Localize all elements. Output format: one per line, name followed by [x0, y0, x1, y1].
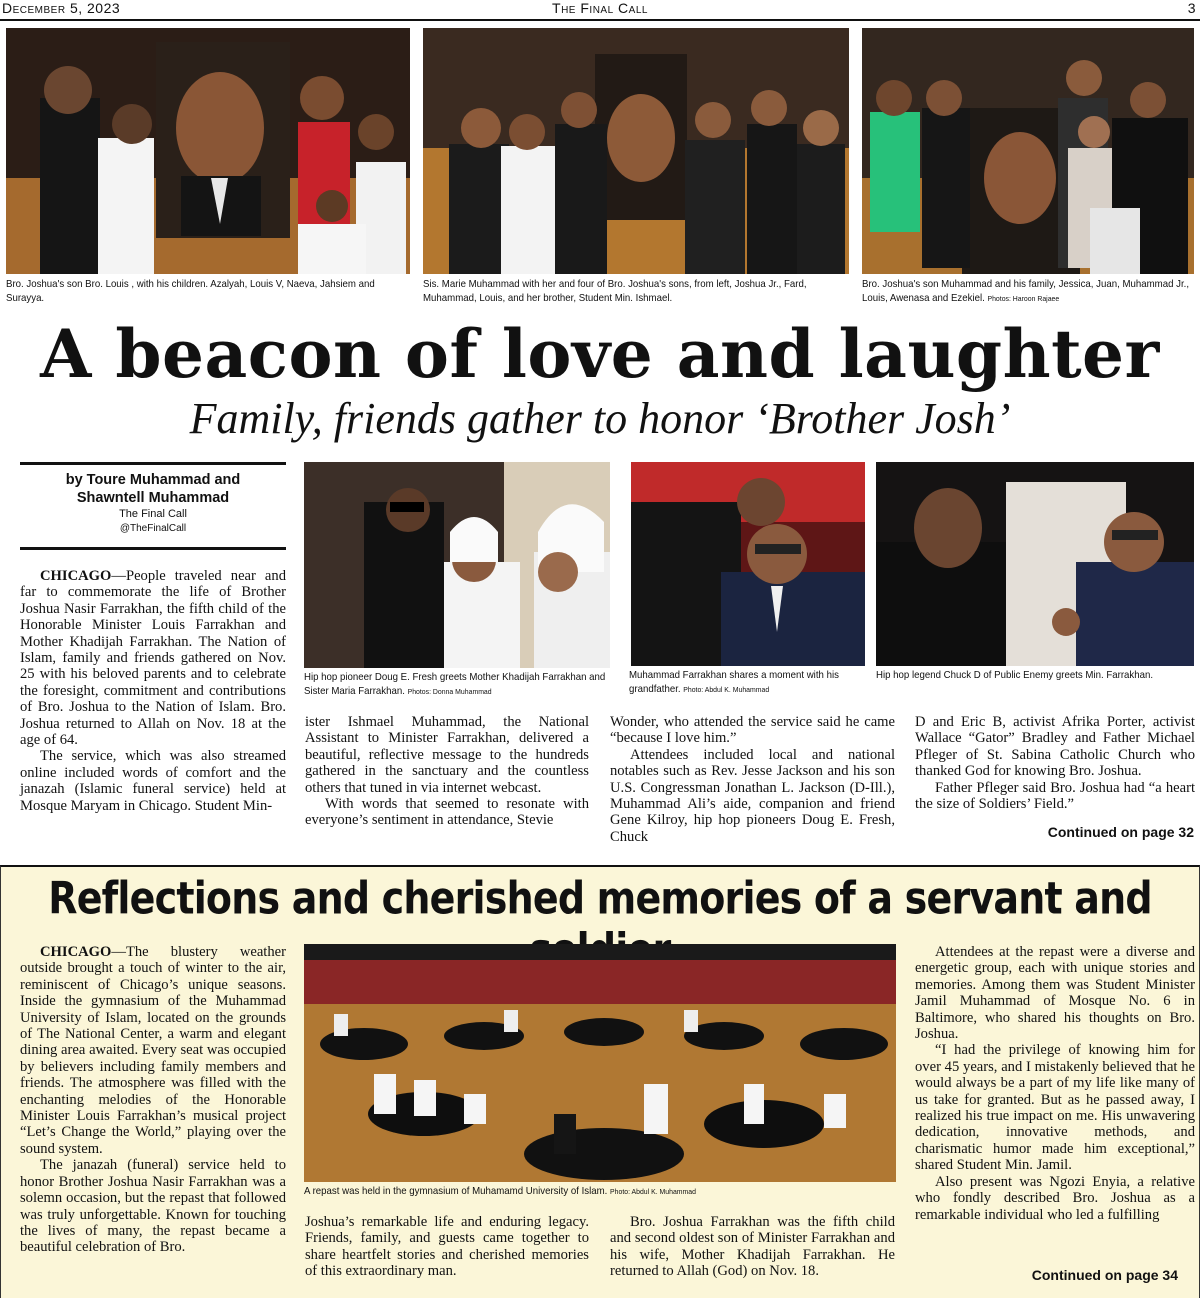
top-photo-3-caption: Bro. Joshua's son Muhammad and his family, Jessica, Juan, Muhammad Jr., Louis, Awenasa and Ezekiel. Photos: Haroon Rajaee [862, 278, 1190, 304]
article-paragraph: Father Pfleger said Bro. Joshua had “a heart the size of Soldiers’ Field.” [915, 779, 1195, 813]
article-headline: A beacon of love and laughter [40, 315, 1160, 393]
sidebar-paragraph: “I had the privilege of knowing him for over 45 years, and I mistakenly believed that he would always be a part of my life like many of us take for granted. But as he passed away, I realized his true impact on me. His unwavering dedication, innovative methods, and charismatic humor made him exceptional,” shared Student Min. Jamil. [915, 1042, 1195, 1174]
byline-rule-top [20, 462, 286, 465]
article-column-1 [20, 568, 286, 814]
page-header [0, 0, 1200, 18]
article-paragraph: D and Eric B, activist Afrika Porter, activist Wallace “Gator” Bradley and Father Michael Pfleger of St. Sabina Catholic Church who thanked God for knowing Bro. Joshua. [915, 714, 1195, 780]
sidebar-paragraph: The janazah (funeral) service held to honor Brother Joshua Nasir Farrakhan was a solemn occasion, but the repast that followed was truly unforgettable. Known for touching the lives of many, the repast became a beautiful celebration of Bro. [20, 1157, 286, 1256]
article-paragraph: The service, which was also streamed online included words of comfort and the janazah (Islamic funeral service) held at Mosque Maryam in Chicago. Student Min- [20, 748, 286, 814]
top-photo-1-caption: Bro. Joshua's son Bro. Louis , with his children. Azalyah, Louis V, Naeva, Jahsiem and Surayya. [6, 278, 375, 304]
article-paragraph: Wonder, who attended the service said he came “because I love him.” [610, 714, 895, 747]
byline-org: The Final Call [119, 508, 187, 520]
article-photo-3 [876, 462, 1194, 666]
article-column-4 [915, 714, 1195, 812]
sidebar-column-2 [305, 1214, 589, 1280]
sidebar-column-3 [610, 1214, 895, 1280]
article-subheadline: Family, friends gather to honor ‘Brother Josh’ [189, 394, 1011, 443]
header-rule [0, 19, 1200, 21]
top-photo-3 [862, 28, 1194, 274]
article-paragraph: With words that seemed to resonate with everyone’s sentiment in attendance, Stevie [305, 796, 589, 829]
top-photo-2-caption: Sis. Marie Muhammad with her and four of Bro. Joshua's sons, from left, Joshua Jr., Fard, Muhammad, Louis, and her brother, Student Min. Ishmael. [423, 278, 807, 304]
publication-name: The Final Call [552, 0, 648, 16]
page-number: 3 [1187, 0, 1196, 16]
photo-credit: Photos: Haroon Rajaee [987, 294, 1060, 303]
byline-handle: @TheFinalCall [119, 523, 187, 534]
continued-link[interactable]: Continued on page 32 [1047, 824, 1194, 840]
byline-rule-bottom [20, 547, 286, 550]
byline-authors-1: by Toure Muhammad and [65, 472, 241, 488]
article-photo-1 [304, 462, 610, 668]
article-photo-2 [631, 462, 865, 666]
article-photo-1-caption: Hip hop pioneer Doug E. Fresh greets Mother Khadijah Farrakhan and Sister Maria Farrakhan. Photos: Donna Muhammad [304, 671, 606, 697]
article-column-3 [610, 714, 895, 845]
article-paragraph: CHICAGO—People traveled near and far to commemorate the life of Brother Joshua Nasir Farrakhan, the fifth child of the Honorable Minister Louis Farrakhan and Mother Khadijah Farrakhan. The Nation of Islam, family and friends gathered on Nov. 25 with his beloved parents and to celebrate the foresight, commitment and contributions of Bro. Joshua to the Nation of Islam. Bro. Joshua returned to Allah on Nov. 18 at the age of 64. [20, 568, 286, 749]
sidebar-headline: Reflections and cherished memories of a servant and [48, 872, 1152, 924]
sidebar-paragraph: Joshua’s remarkable life and enduring legacy. Friends, family, and guests came together to share heartfelt stories and cherished memories of this extraordinary man. [305, 1214, 589, 1280]
byline-authors-2: Shawntell Muhammad [76, 490, 230, 506]
sidebar-paragraph: CHICAGO—The blustery weather outside brought a touch of winter to the air, reminiscent of Chicago’s unique seasons. Inside the gymnasium of the Muhammad University of Islam, located on the grounds of The National Center, a warm and elegant dining area awaited. Every seat was occupied by believers including family members and friends. The atmosphere was filled with the enchanting melodies of the Honorable Minister Louis Farrakhan’s musical project “Let’s Change the World,” playing over the sound system. [20, 944, 286, 1157]
byline [20, 471, 286, 536]
article-paragraph: Attendees included local and national notables such as Rev. Jesse Jackson and his son U.S. Congressman Jonathan L. Jackson (D-Ill.), Muhammad Ali’s aide, companion and friend Gene Kilroy, hip hop pioneers Doug E. Fresh, Chuck [610, 746, 895, 845]
article-photo-2-caption: Muhammad Farrakhan shares a moment with his grandfather. Photo: Abdul K. Muhammad [629, 669, 839, 695]
sidebar-column-1 [20, 944, 286, 1256]
sidebar-photo-caption: A repast was held in the gymnasium of Muhamamd University of Islam. Photo: Abdul K. Muhammad [304, 1185, 696, 1197]
top-photo-1 [6, 28, 410, 274]
article-photo-3-caption: Hip hop legend Chuck D of Public Enemy greets Min. Farrakhan. [876, 669, 1154, 681]
sidebar-paragraph: Also present was Ngozi Enyia, a relative who fondly described Bro. Joshua as a remarkable individual who led a fulfilling [915, 1173, 1195, 1223]
article-paragraph: ister Ishmael Muhammad, the National Assistant to Minister Farrakhan, delivered a beautiful, reflective message to the hundreds gathered in the sanctuary and the countless others that tuned in via internet webcast. [305, 714, 589, 796]
sidebar-photo [304, 944, 896, 1182]
sidebar-column-4 [915, 944, 1195, 1223]
sidebar-paragraph: Attendees at the repast were a diverse and energetic group, each with unique stories and memories. Among them was Student Minister Jamil Muhammad of Mosque No. 6 in Baltimore, who shared his thoughts on Bro. Joshua. [915, 944, 1195, 1043]
article-column-2 [305, 714, 589, 829]
sidebar-continued-link[interactable]: Continued on page 34 [1031, 1267, 1178, 1283]
sidebar-paragraph: Bro. Joshua Farrakhan was the fifth child and second oldest son of Minister Farrakhan and his wife, Mother Khadijah Farrakhan. He returned to Allah (God) on Nov. 18. [610, 1214, 895, 1280]
issue-date: December 5, 2023 [2, 0, 121, 16]
top-photo-2 [423, 28, 849, 274]
